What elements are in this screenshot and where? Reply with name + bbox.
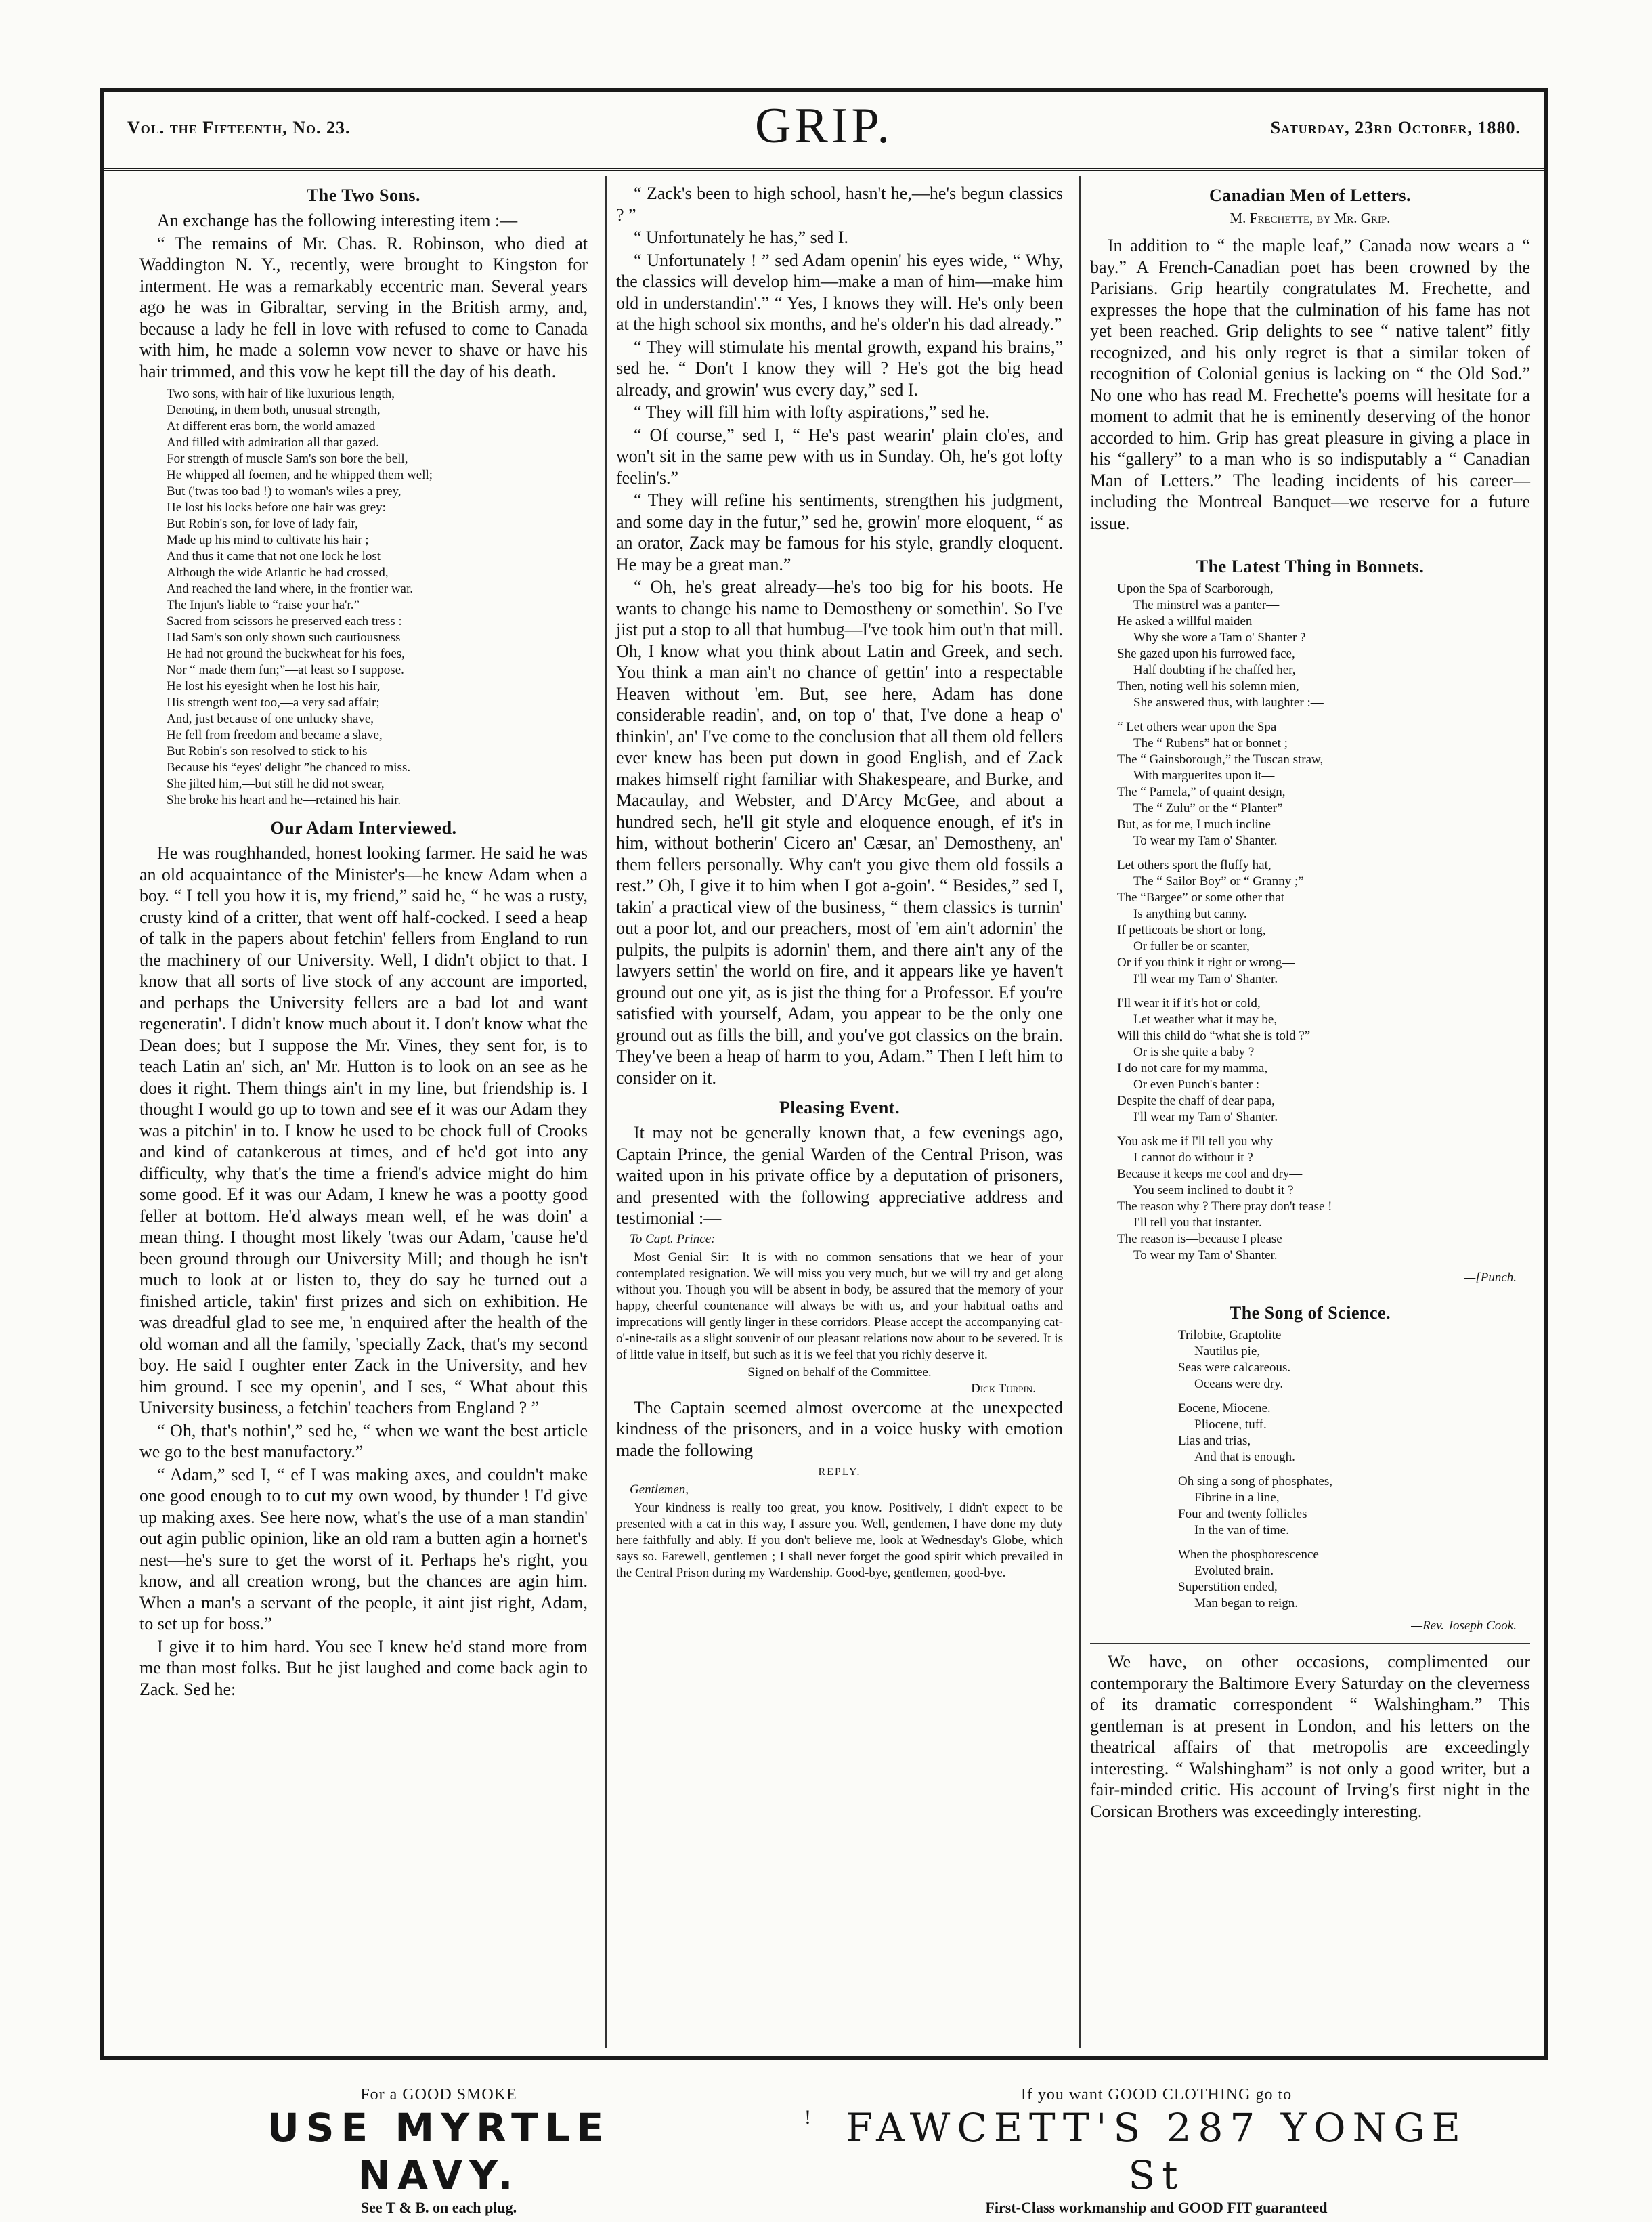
verse-line: Because it keeps me cool and dry— [1117, 1167, 1303, 1181]
verse-line: To wear my Tam o' Shanter. [1133, 1248, 1278, 1262]
verse-line: Four and twenty follicles [1178, 1507, 1307, 1521]
verse-line: Nautilus pie, [1194, 1344, 1261, 1359]
adam-paragraph: “ Adam,” sed I, “ ef I was making axes, and couldn't make one good enough to to cut my own wood, by thunder ! I'd give up making axes. See here now, what's the use of a man standin' out agin public opinion, like an old ram a butten agin a hornet's nest—he's sure to get the worst of it. Perhaps he's right, you know, and all creation wrong, but the chances are agin him. When a man's a servant of the people, it aint jist right, Adam, to set up for boss.” [139, 1464, 588, 1633]
verse-line: But Robin's son, for love of lady fair, [167, 517, 358, 531]
verse-line: Let others sport the fluffy hat, [1117, 858, 1271, 872]
verse-line: The minstrel was a panter— [1133, 598, 1280, 612]
verse-line: The “ Rubens” hat or bonnet ; [1133, 736, 1288, 750]
reply-salutation: Gentlemen, [630, 1482, 689, 1497]
verse-line: Oceans were dry. [1194, 1377, 1284, 1391]
verse-line: When the phosphorescence [1178, 1547, 1319, 1562]
verse-line: The “ Sailor Boy” or “ Granny ;” [1133, 874, 1304, 889]
adam-cont-paragraph: “ Oh, he's great already—he's too big for his boots. He wants to change his name to Demostheny or somethin'. So I've jist put a stop to all that humbug—I've took him out'n that mill. Oh, I know what you think about Latin and Greek, and sech. You think a man ain't no chance of gettin' into a respectable Heaven without 'em. But, see here, Adam has done considerable readin', and, on top o' that, I've done a heap o' thinkin', an' I've come to the conclusion that all them old fellers ever knew has been put down in good English, and ef Zack makes himself right familiar with Shakespeare, and Burke, and Macaulay, and Webster, and D'Arcy McGee, and about a hundred sech, he'll git style and eloquence enough, ef it's in him, without botherin' Cicero an' Cæsar, an' Demostheny, an' them fellers personally. Why can't you give them old fossils a rest.” Oh, I give it to him when I got a-goin'. “ Besides,” sed I, takin' a practical view of the business, “ them classics is turnin' out a poor lot, and our preachers, most of 'em ain't adornin' the pulpits, the pulpits is adornin' them, and there ain't any of the lawyers settin' the world on fire, and it appears like ye haven't ground out one yit, as is jist the thing for a Professor. Ef you're satisfied with yourself, Adam, you appear to be the only one ground out as fills the bill, and you've got classics on the brain. They've been a heap of harm to you, Adam.” Then I left him to consider on it. [616, 577, 1063, 1088]
verse-line: “ Let others wear upon the Spa [1117, 720, 1277, 734]
stanza-break [1117, 711, 1530, 719]
verse-line: Nor “ made them fun;”—at least so I suppose. [167, 663, 404, 677]
reply-block [616, 1482, 1063, 1581]
science-attribution: —Rev. Joseph Cook. [1411, 1619, 1517, 1633]
ad-fawcetts-sub: First-Class workmanship and GOOD FIT guaranteed [985, 2199, 1328, 2216]
adam-paragraph: “ Oh, that's nothin',” sed he, “ when we want the best article we go to the best manufactory.” [139, 1420, 588, 1461]
verse-line: Is anything but canny. [1133, 907, 1247, 921]
bonnets-attribution: —[Punch. [1464, 1270, 1517, 1285]
verse-line: Or even Punch's banter : [1133, 1077, 1259, 1092]
verse-line: But Robin's son resolved to stick to his [167, 744, 368, 759]
ad-myrtle-sub: See T & B. on each plug. [360, 2199, 517, 2216]
adam-cont-paragraph: “ They will fill him with lofty aspirations,” sed he. [634, 402, 990, 422]
verse-line: The “ Pamela,” of quaint design, [1117, 785, 1286, 799]
verse-line: Or is she quite a baby ? [1133, 1045, 1255, 1059]
column-1 [130, 176, 597, 2048]
pleasing-after: The Captain seemed almost overcome at the unexpected kindness of the prisoners, and in a voice husky with emotion made the following [616, 1397, 1063, 1460]
ad-fawcetts [818, 2086, 1495, 2217]
two-sons-verse [167, 386, 588, 809]
stanza-break [1178, 1466, 1530, 1474]
verse-line: She gazed upon his furrowed face, [1117, 647, 1295, 661]
adam-paragraph: He was roughhanded, honest looking farmer. He said he was an old acquaintance of the Minister's—he knew Adam when a boy. “ I tell you how it is, my friend,” said he, “ he was a rusty, crusty kind of a critter, that went off half-cocked. I seed a heap of talk in the papers about fetchin' fellers from England to run the machinery of our University. Well, I didn't objict to that. I know that all sorts of live stock of any account are imported, and perhaps the University fellers are a bad lot and want regeneratin'. I didn't know much about it. I don't know what the Dean does; but I suppose the Mr. Vines, they sent for, is to teach Latin an' sich, an' Mr. Hutton is to look on an see as he does it right. Them things ain't in my line, but friendship is. I thought I would go up to town and see ef it was our Adam they was a pitchin' in to. I know he used to be chock full of Crooks and kind of catankerous at times, and ef he'd got into any difficulty, why that's the time a friend's advice might do him some good. Ef it was our Adam, I knew he was a pootty good feller at bottom. He'd always mean well, ef he was doin' a mean thing. I thought most likely 'twas our Adam, 'cause he'd been ground through our University Mill; and though he isn't much to look at or listen to, they do say he turned out a finished article, takin' first prizes and sich on exhibition. He was dreadful glad to see me, 'n enquired after the health of the old woman and all the family, 'specially Zack, that's my second boy. He said I oughter enter Zack in the University, and hev him ground. I see my openin', and I ses, “ What about this University business, a fetchin' teachers from England ? ” [139, 843, 588, 1417]
adam-cont-paragraph: “ Zack's been to high school, hasn't he,—he's begun classics ? ” [616, 184, 1063, 225]
verse-line: She jilted him,—but still he did not swear, [167, 777, 385, 791]
verse-line: I'll wear it if it's hot or cold, [1117, 996, 1261, 1010]
verse-line: If petticoats be short or long, [1117, 923, 1266, 937]
address-text: Most Genial Sir:—It is with no common sensations that we hear of your contemplated resignation. We will miss you very much, but we will try and get along without you. Though you will be absent in body, be assured that the memory of your happy, cheerful countenance will always be with us, and your habitual oaths and imprecations will gently linger in these corridors. Please accept the accompanying cat-o'-nine-tails as a slight souvenir of our pleasant relations now about to be severed. It is of little value in itself, but such as it is we feel that you richly deserve it. [616, 1249, 1063, 1362]
verse-line: Had Sam's son only shown such cautiousness [167, 631, 401, 645]
verse-line: To wear my Tam o' Shanter. [1133, 834, 1278, 848]
verse-line: But, as for me, I much incline [1117, 817, 1271, 832]
stanza-break [1178, 1539, 1530, 1547]
adam-cont-paragraph: “ Unfortunately ! ” sed Adam openin' his eyes wide, “ Why, the classics will develop him—make a man of him—make him old in understandin'.” “ Yes, I knows they will. He's only been at the high school six months, and he's older'n his dad already.” [616, 250, 1063, 334]
verse-line: Oh sing a song of phosphates, [1178, 1474, 1332, 1489]
verse-line: He fell from freedom and became a slave, [167, 728, 383, 742]
verse-line: Let weather what it may be, [1133, 1012, 1278, 1027]
verse-line: Denoting, in them both, unusual strength, [167, 403, 381, 417]
article-subtitle-frechette: M. Frechette, by Mr. Grip. [1230, 210, 1391, 226]
verse-line: I'll wear my Tam o' Shanter. [1133, 1110, 1278, 1124]
verse-line: He lost his eyesight when he lost his hair, [167, 679, 381, 693]
verse-line: Upon the Spa of Scarborough, [1117, 582, 1274, 596]
volume-number: Vol. the Fifteenth, No. 23. [127, 118, 351, 137]
verse-line: Two sons, with hair of like luxurious length, [167, 387, 395, 401]
verse-line: She answered thus, with laughter :— [1133, 696, 1324, 710]
adam-paragraph: I give it to him hard. You see I knew he'd stand more from me than most folks. But he jist laughed and come back agin to Zack. Sed he: [139, 1636, 588, 1699]
bonnets-verse [1117, 581, 1530, 1264]
ad-myrtle-main: USE MYRTLE NAVY. [267, 2105, 611, 2198]
verse-line: Will this child do “what she is told ?” [1117, 1029, 1311, 1043]
address-signer: Dick Turpin. [971, 1381, 1036, 1396]
science-verse [1178, 1327, 1530, 1612]
article-title-adam: Our Adam Interviewed. [270, 818, 457, 838]
walsingham-text: We have, on other occasions, complimented our contemporary the Baltimore Every Saturday on the cleverness of its dramatic correspondent “ Walshingham.” This gentleman is at present in London, and his letters on the theatrical affairs of that metropolis are exceedingly interesting. “ Walshingham” is not only a good writer, but a fair-minded critic. His account of Irving's first night in the Corsican Brothers was exceedingly interesting. [1090, 1652, 1530, 1821]
ad-myrtle-top: For a GOOD SMOKE [360, 2086, 517, 2103]
verse-line: Then, noting well his solemn mien, [1117, 679, 1299, 693]
verse-line: Why she wore a Tam o' Shanter ? [1133, 631, 1306, 645]
two-sons-intro: An exchange has the following interesting item :— [157, 211, 518, 230]
verse-line: Or fuller be or scanter, [1133, 939, 1250, 954]
verse-line: She broke his heart and he—retained his hair. [167, 793, 401, 807]
address-block [616, 1232, 1063, 1397]
address-signed: Signed on behalf of the Committee. [747, 1365, 932, 1380]
verse-line: He lost his locks before one hair was grey: [167, 500, 386, 515]
verse-line: His strength went too,—a very sad affair; [167, 696, 380, 710]
verse-line: I cannot do without it ? [1133, 1151, 1253, 1165]
verse-line: I'll wear my Tam o' Shanter. [1133, 972, 1278, 986]
verse-line: You ask me if I'll tell you why [1117, 1134, 1274, 1149]
verse-line: Or if you think it right or wrong— [1117, 956, 1295, 970]
verse-line: Seas were calcareous. [1178, 1361, 1291, 1375]
article-title-bonnets: The Latest Thing in Bonnets. [1196, 557, 1425, 576]
ad-fawcetts-main: FAWCETT'S 287 YONGE St [845, 2105, 1468, 2198]
two-sons-quote: “ The remains of Mr. Chas. R. Robinson, who died at Waddington N. Y., recently, were brought to Kingston for interment. He was a remarkably eccentric man. Several years ago he was in Gibraltar, serving in the British army, and, because a lady he fell in love with refused to come to Canada with him, he made a solemn vow never to shave or have his hair trimmed, and this vow he kept till the day of his death. [139, 233, 588, 381]
verse-line: I do not care for my mamma, [1117, 1061, 1268, 1075]
verse-line: Made up his mind to cultivate his hair ; [167, 533, 369, 547]
verse-line: Eocene, Miocene. [1178, 1401, 1271, 1415]
article-title-canadian-men: Canadian Men of Letters. [1209, 186, 1411, 205]
verse-line: Evoluted brain. [1194, 1564, 1274, 1578]
stanza-break [1178, 1392, 1530, 1401]
verse-line: Half doubting if he chaffed her, [1133, 663, 1296, 677]
verse-line: At different eras born, the world amazed [167, 419, 376, 433]
verse-line: Fibrine in a line, [1194, 1491, 1280, 1505]
ad-fawcetts-top: If you want GOOD CLOTHING go to [1020, 2086, 1292, 2103]
masthead [104, 92, 1544, 171]
reply-heading: REPLY. [818, 1466, 861, 1478]
verse-line: With marguerites upon it— [1133, 769, 1275, 783]
verse-line: Despite the chaff of dear papa, [1117, 1094, 1275, 1108]
verse-line: The “Bargee” or some other that [1117, 891, 1285, 905]
column-3 [1079, 176, 1540, 2048]
verse-line: He had not ground the buckwheat for his foes, [167, 647, 405, 661]
verse-line: The reason is—because I please [1117, 1232, 1282, 1246]
adam-cont-paragraph: “ Of course,” sed I, “ He's past wearin' plain clo'es, and won't sit in the same pew with us in Sunday. Oh, he's got lofty feelin's.” [616, 425, 1063, 488]
issue-date: Saturday, 23rd October, 1880. [1270, 118, 1521, 137]
article-title-two-sons: The Two Sons. [306, 186, 421, 205]
article-title-song-of-science: The Song of Science. [1229, 1303, 1391, 1323]
ad-divider: ! [804, 2106, 811, 2129]
verse-line: Sacred from scissors he preserved each tress : [167, 614, 402, 628]
verse-line: Trilobite, Graptolite [1178, 1328, 1282, 1342]
verse-line: Lias and trias, [1178, 1434, 1251, 1448]
verse-line: Because his “eyes' delight ”he chanced to miss. [167, 761, 411, 775]
pleasing-intro: It may not be generally known that, a few evenings ago, Captain Prince, the genial Warden of the Central Prison, was waited upon in his private office by a deputation of prisoners, and presented with the following appreciative address and testimonial :— [616, 1123, 1063, 1228]
stanza-break [1117, 1126, 1530, 1134]
verse-line: And filled with admiration all that gazed. [167, 435, 379, 450]
stanza-break [1117, 987, 1530, 996]
address-recipient: To Capt. Prince: [630, 1231, 716, 1246]
verse-line: In the van of time. [1194, 1523, 1289, 1537]
verse-line: The “ Gainsborough,” the Tuscan straw, [1117, 752, 1324, 767]
verse-line: You seem inclined to doubt it ? [1133, 1183, 1294, 1197]
adam-cont-paragraph: “ They will stimulate his mental growth, expand his brains,” sed he. “ Don't I know they will ? He's got the big head already, and growin' wus every day,” sed I. [616, 337, 1063, 400]
newspaper-title: GRIP. [755, 98, 893, 154]
adam-cont-paragraph: “ They will refine his sentiments, strengthen his judgment, and some day in the futur,” sed he, growin' more eloquent, “ as an orator, Zack may be famous for his style, grandly eloquent. He may be a great man.” [616, 490, 1063, 574]
verse-line: The reason why ? There pray don't tease ! [1117, 1199, 1332, 1214]
verse-line: For strength of muscle Sam's son bore the bell, [167, 452, 408, 466]
verse-line: Superstition ended, [1178, 1580, 1278, 1594]
verse-line: I'll tell you that instanter. [1133, 1216, 1262, 1230]
verse-line: He asked a willful maiden [1117, 614, 1253, 628]
article-title-pleasing-event: Pleasing Event. [779, 1098, 900, 1117]
canadian-text: In addition to “ the maple leaf,” Canada now wears a “ bay.” A French-Canadian poet has been crowned by the Parisians. Grip heartily congratulates M. Frechette, and expresses the hope that the culmination of his fame has not yet been reached. Grip delights to see “ native talent” fitly recognized, and his only regret is that a similar token of recognition of Colonial genius is lacking on “ the Old Sod.” No one who has read M. Frechette's poems will hesitate for a moment to admit that he is eminently deserving of the honor accorded to him. Grip has great pleasure in giving a place in his “gallery” to a man who is so indisputably a “ Canadian Man of Letters.” The leading incidents of his career—including the Montreal Banquet—we reserve for a future issue. [1090, 236, 1530, 533]
verse-line: He whipped all foemen, and he whipped them well; [167, 468, 433, 482]
reply-text: Your kindness is really too great, you know. Positively, I didn't expect to be presented with a cat in this way, I assure you. Well, gentlemen, I have done my duty here faithfully and ably. If you don't believe me, look at Wednesday's Globe, which says so. Farewell, gentlemen ; I shall never forget the good spirit which prevailed in the Central Prison during my Wardenship. Good-bye, gentlemen, good-bye. [616, 1501, 1063, 1580]
adam-cont-paragraph: “ Unfortunately he has,” sed I. [634, 228, 848, 247]
verse-line: And reached the land where, in the frontier war. [167, 582, 414, 596]
verse-line: And, just because of one unlucky shave, [167, 712, 374, 726]
verse-line: Although the wide Atlantic he had crossed, [167, 565, 389, 580]
verse-line: And thus it came that not one lock he lost [167, 549, 381, 563]
verse-line: The “ Zulu” or the “ Planter”— [1133, 801, 1296, 815]
verse-line: But ('twas too bad !) to woman's wiles a prey, [167, 484, 401, 498]
verse-line: Man began to reign. [1194, 1596, 1299, 1610]
verse-line: Pliocene, tuff. [1194, 1417, 1267, 1432]
column-2 [605, 176, 1072, 2048]
verse-line: And that is enough. [1194, 1450, 1295, 1464]
verse-line: The Injun's liable to “raise your ha'r.” [167, 598, 360, 612]
page-frame [100, 88, 1548, 2060]
ad-myrtle-navy [202, 2086, 676, 2217]
stanza-break [1117, 849, 1530, 857]
advertisement-strip [100, 2086, 1548, 2216]
